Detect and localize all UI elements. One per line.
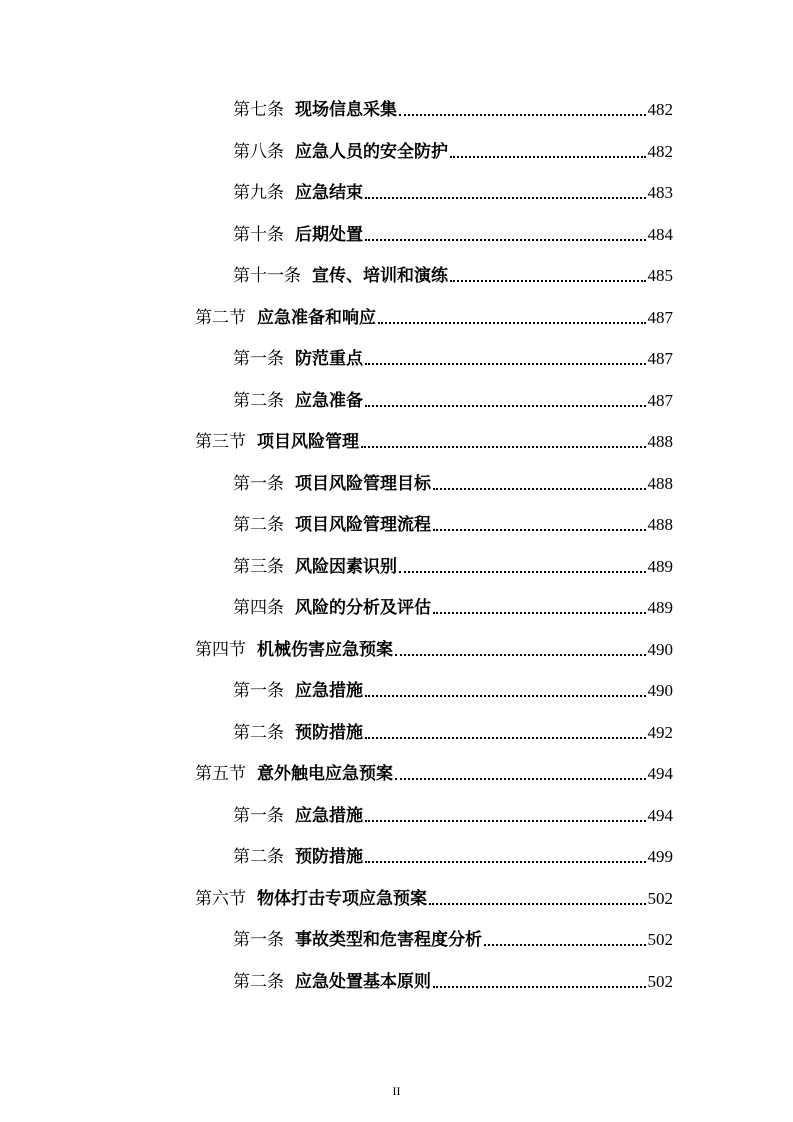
entry-page-number: 492: [647, 723, 673, 742]
dot-leader: [378, 322, 646, 324]
toc-entry[interactable]: [233, 511, 673, 535]
entry-page-number: 489: [647, 557, 673, 576]
entry-number: 第一条: [233, 349, 284, 369]
entry-number: 第四节: [195, 640, 246, 660]
dot-leader: [399, 114, 646, 116]
dot-leader: [433, 986, 646, 988]
toc-entry[interactable]: [233, 968, 673, 992]
entry-title: 风险因素识别: [295, 557, 397, 577]
entry-page-number: 494: [647, 764, 673, 783]
toc-entry[interactable]: [233, 470, 673, 494]
entry-number: 第一条: [233, 681, 284, 701]
entry-title: 机械伤害应急预案: [257, 640, 393, 660]
toc-entry[interactable]: [233, 677, 673, 701]
toc-entry[interactable]: [195, 304, 673, 328]
entry-number: 第一条: [233, 806, 284, 826]
entry-title: 应急结束: [295, 183, 363, 203]
toc-entry[interactable]: [233, 387, 673, 411]
entry-title: 应急准备和响应: [257, 308, 376, 328]
entry-page-number: 483: [647, 183, 673, 202]
entry-number: 第九条: [233, 183, 284, 203]
toc-entry[interactable]: [233, 138, 673, 162]
toc-entry[interactable]: [233, 262, 673, 286]
entry-number: 第三节: [195, 432, 246, 452]
toc-entry[interactable]: [233, 553, 673, 577]
entry-title: 应急准备: [295, 391, 363, 411]
entry-title: 物体打击专项应急预案: [257, 889, 427, 909]
dot-leader: [484, 944, 646, 946]
entry-title: 宣传、培训和演练: [312, 266, 448, 286]
entry-title: 项目风险管理目标: [295, 474, 431, 494]
dot-leader: [365, 861, 646, 863]
entry-page-number: 502: [647, 972, 673, 991]
entry-page-number: 502: [647, 930, 673, 949]
toc-entry[interactable]: [233, 96, 673, 120]
entry-title: 应急人员的安全防护: [295, 142, 448, 162]
dot-leader: [365, 737, 646, 739]
dot-leader: [365, 405, 646, 407]
entry-title: 防范重点: [295, 349, 363, 369]
toc-entry[interactable]: [233, 802, 673, 826]
toc-entry[interactable]: [233, 843, 673, 867]
entry-page-number: 487: [647, 349, 673, 368]
dot-leader: [399, 571, 646, 573]
entry-number: 第二条: [233, 515, 284, 535]
dot-leader: [365, 239, 646, 241]
entry-title: 事故类型和危害程度分析: [295, 930, 482, 950]
toc-entry[interactable]: [195, 428, 673, 452]
entry-title: 意外触电应急预案: [257, 764, 393, 784]
toc-entry[interactable]: [233, 719, 673, 743]
entry-number: 第二条: [233, 391, 284, 411]
dot-leader: [361, 446, 646, 448]
dot-leader: [450, 280, 646, 282]
entry-page-number: 494: [647, 806, 673, 825]
toc-entry[interactable]: [195, 760, 673, 784]
entry-page-number: 482: [647, 100, 673, 119]
entry-page-number: 488: [647, 515, 673, 534]
page-footer-number: II: [392, 1084, 401, 1098]
entry-number: 第二节: [195, 308, 246, 328]
entry-page-number: 502: [647, 889, 673, 908]
dot-leader: [450, 156, 646, 158]
entry-page-number: 488: [647, 474, 673, 493]
entry-title: 应急措施: [295, 681, 363, 701]
dot-leader: [365, 695, 646, 697]
entry-number: 第五节: [195, 764, 246, 784]
dot-leader: [433, 612, 646, 614]
entry-title: 预防措施: [295, 847, 363, 867]
toc-entry[interactable]: [195, 885, 673, 909]
dot-leader: [429, 903, 646, 905]
entry-page-number: 488: [647, 432, 673, 451]
toc-entry[interactable]: [195, 636, 673, 660]
dot-leader: [365, 363, 646, 365]
entry-number: 第二条: [233, 847, 284, 867]
toc-entry[interactable]: [233, 926, 673, 950]
entry-page-number: 487: [647, 308, 673, 327]
entry-number: 第二条: [233, 972, 284, 992]
entry-page-number: 484: [647, 225, 673, 244]
dot-leader: [365, 820, 646, 822]
entry-page-number: 485: [647, 266, 673, 285]
entry-number: 第八条: [233, 142, 284, 162]
toc-entry[interactable]: [233, 594, 673, 618]
entry-title: 风险的分析及评估: [295, 598, 431, 618]
toc-entry[interactable]: [233, 345, 673, 369]
dot-leader: [395, 654, 646, 656]
toc-entry[interactable]: [233, 221, 673, 245]
entry-page-number: 487: [647, 391, 673, 410]
entry-page-number: 482: [647, 142, 673, 161]
entry-title: 预防措施: [295, 723, 363, 743]
toc-entry[interactable]: [233, 179, 673, 203]
entry-page-number: 490: [647, 681, 673, 700]
dot-leader: [433, 488, 646, 490]
entry-page-number: 499: [647, 847, 673, 866]
entry-number: 第三条: [233, 557, 284, 577]
entry-title: 现场信息采集: [295, 100, 397, 120]
entry-number: 第七条: [233, 100, 284, 120]
entry-title: 项目风险管理: [257, 432, 359, 452]
entry-title: 项目风险管理流程: [295, 515, 431, 535]
entry-title: 后期处置: [295, 225, 363, 245]
entry-page-number: 490: [647, 640, 673, 659]
dot-leader: [395, 778, 646, 780]
entry-number: 第一条: [233, 474, 284, 494]
entry-number: 第二条: [233, 723, 284, 743]
dot-leader: [433, 529, 646, 531]
entry-number: 第一条: [233, 930, 284, 950]
entry-number: 第十一条: [233, 266, 301, 286]
entry-number: 第六节: [195, 889, 246, 909]
entry-title: 应急处置基本原则: [295, 972, 431, 992]
entry-number: 第十条: [233, 225, 284, 245]
entry-number: 第四条: [233, 598, 284, 618]
dot-leader: [365, 197, 646, 199]
entry-title: 应急措施: [295, 806, 363, 826]
entry-page-number: 489: [647, 598, 673, 617]
